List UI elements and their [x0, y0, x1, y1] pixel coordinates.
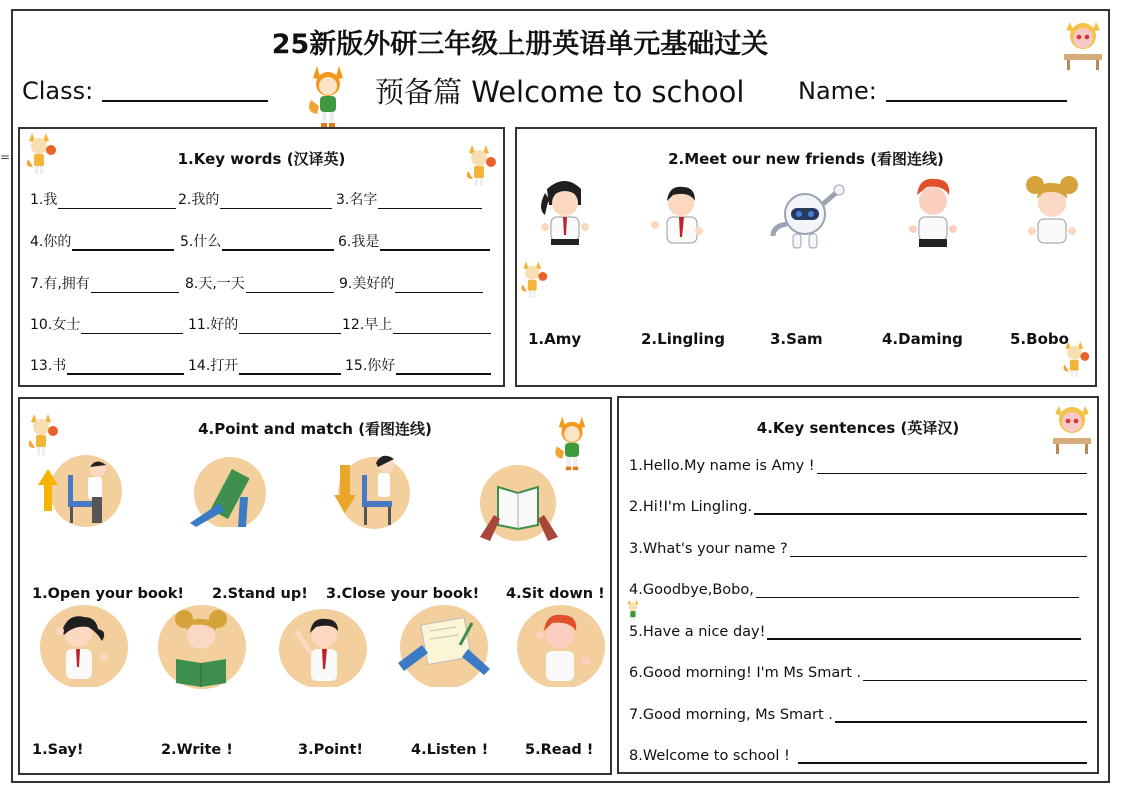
friend-name[interactable]: 5.Bobo — [1010, 330, 1069, 348]
answer-blank[interactable] — [863, 667, 1087, 681]
open-book-picture[interactable] — [476, 465, 562, 541]
answer-blank[interactable] — [790, 543, 1087, 557]
answer-blank[interactable] — [817, 460, 1087, 474]
answer-blank[interactable] — [91, 279, 179, 293]
action-label[interactable]: 1.Open your book! — [32, 586, 185, 602]
action-label[interactable]: 5.Read ! — [525, 742, 594, 758]
sentence-item — [629, 665, 1087, 681]
key-word-item — [342, 314, 491, 334]
answer-blank[interactable] — [239, 361, 341, 375]
key-word-label: 7.有,拥有 — [30, 276, 90, 292]
sentence-text: 4.Goodbye,Bobo, — [629, 582, 754, 598]
sentence-text: 7.Good morning, Ms Smart . — [629, 707, 833, 723]
key-word-item — [188, 355, 341, 375]
answer-blank[interactable] — [239, 320, 341, 334]
action-label[interactable]: 1.Say! — [32, 742, 84, 758]
sentence-item — [629, 707, 1087, 723]
sentence-text: 2.Hi!I'm Lingling. — [629, 499, 753, 515]
key-word-item — [180, 231, 334, 251]
meet-friends-heading: 2.Meet our new friends (看图连线) — [668, 150, 944, 168]
sentence-item — [629, 748, 1087, 764]
answer-blank[interactable] — [58, 195, 176, 209]
answer-blank[interactable] — [72, 237, 174, 251]
key-word-label: 3.名字 — [336, 192, 378, 208]
girl-listening-picture[interactable] — [38, 605, 130, 687]
answer-blank[interactable] — [756, 584, 1079, 598]
sentence-text: 8.Welcome to school ! — [629, 748, 790, 764]
sentence-item — [629, 499, 1087, 515]
girl-blonde-buns-picture[interactable] — [1023, 175, 1081, 251]
action-label[interactable]: 3.Close your book! — [326, 586, 480, 602]
answer-blank[interactable] — [767, 626, 1081, 640]
key-word-item — [185, 273, 334, 293]
key-word-item — [30, 231, 174, 251]
key-word-item — [30, 355, 184, 375]
close-book-picture[interactable] — [190, 457, 270, 527]
key-word-label: 5.什么 — [180, 234, 222, 250]
sentence-text: 1.Hello.My name is Amy ! — [629, 458, 815, 474]
boy-dark-hair-picture[interactable] — [649, 179, 709, 251]
key-word-label: 9.美好的 — [339, 276, 395, 292]
girl-ponytail-picture[interactable] — [537, 175, 593, 249]
sentence-item — [629, 541, 1087, 557]
key-word-item — [338, 231, 490, 251]
fox-mascot-icon — [303, 60, 353, 130]
action-label[interactable]: 3.Point! — [298, 742, 364, 758]
key-word-label: 10.女士 — [30, 317, 81, 333]
key-word-item — [178, 189, 332, 209]
point-and-match-heading: 4.Point and match (看图连线) — [198, 420, 432, 438]
action-label[interactable]: 4.Sit down ! — [506, 586, 605, 602]
class-label: Class: — [22, 77, 94, 105]
key-word-item — [30, 189, 176, 209]
key-word-label: 14.打开 — [188, 358, 239, 374]
fox-mascot-icon — [26, 409, 60, 461]
stand-up-picture[interactable] — [36, 455, 122, 527]
boy-pointing-picture[interactable] — [278, 607, 368, 687]
action-label[interactable]: 4.Listen ! — [411, 742, 489, 758]
answer-blank[interactable] — [835, 709, 1087, 723]
page-subtitle: 预备篇 Welcome to school — [375, 75, 745, 109]
key-word-item — [345, 355, 491, 375]
key-word-label: 2.我的 — [178, 192, 220, 208]
answer-blank[interactable] — [754, 501, 1087, 515]
answer-blank[interactable] — [396, 361, 491, 375]
sentence-item — [629, 582, 1079, 598]
answer-blank[interactable] — [393, 320, 491, 334]
sentence-item — [629, 624, 1081, 640]
key-word-label: 8.天,一天 — [185, 276, 245, 292]
answer-blank[interactable] — [395, 279, 483, 293]
answer-blank[interactable] — [380, 237, 490, 251]
fox-mascot-icon — [24, 131, 58, 177]
friend-name[interactable]: 4.Daming — [882, 330, 963, 348]
key-word-item — [339, 273, 483, 293]
stray-mark: = — [0, 150, 11, 164]
cat-mascot-icon — [1058, 16, 1108, 72]
key-sentences-section — [617, 396, 1099, 774]
boy-saying-picture[interactable] — [516, 605, 606, 687]
action-label[interactable]: 2.Write ! — [161, 742, 233, 758]
sentence-text: 5.Have a nice day! — [629, 624, 766, 640]
key-word-label: 1.我 — [30, 192, 58, 208]
key-word-label: 15.你好 — [345, 358, 396, 374]
friend-name[interactable]: 2.Lingling — [641, 330, 725, 348]
answer-blank[interactable] — [222, 237, 334, 251]
meet-friends-section — [515, 127, 1097, 387]
boy-red-hair-picture[interactable] — [905, 173, 961, 251]
friend-name[interactable]: 3.Sam — [770, 330, 823, 348]
point-and-match-section — [18, 397, 612, 775]
fox-mascot-icon — [625, 598, 643, 624]
sentence-item — [629, 458, 1087, 474]
answer-blank[interactable] — [81, 320, 183, 334]
key-word-item — [336, 189, 482, 209]
sentence-text: 3.What's your name ? — [629, 541, 788, 557]
answer-blank[interactable] — [798, 750, 1087, 764]
key-word-item — [30, 273, 179, 293]
answer-blank[interactable] — [378, 195, 482, 209]
key-word-label: 13.书 — [30, 358, 67, 374]
sit-down-picture[interactable] — [332, 451, 412, 531]
key-word-label: 6.我是 — [338, 234, 380, 250]
key-words-section — [18, 127, 505, 387]
name-field[interactable] — [886, 100, 1067, 102]
page-title: 25新版外研三年级上册英语单元基础过关 — [271, 29, 769, 60]
girl-reading-book-picture[interactable] — [156, 605, 248, 689]
friend-name[interactable]: 1.Amy — [528, 330, 582, 348]
key-word-item — [188, 314, 341, 334]
key-word-label: 11.好的 — [188, 317, 239, 333]
key-word-item — [30, 314, 183, 334]
fox-mascot-icon — [519, 257, 549, 303]
name-label: Name: — [798, 77, 877, 105]
sentence-text: 6.Good morning! I'm Ms Smart . — [629, 665, 862, 681]
key-words-heading: 1.Key words (汉译英) — [177, 150, 346, 168]
action-label[interactable]: 2.Stand up! — [212, 586, 308, 602]
key-sentences-heading: 4.Key sentences (英译汉) — [756, 419, 960, 437]
answer-blank[interactable] — [246, 279, 334, 293]
key-word-label: 4.你的 — [30, 234, 72, 250]
robot-picture[interactable] — [767, 184, 851, 254]
key-word-label: 12.早上 — [342, 317, 393, 333]
hand-writing-picture[interactable] — [398, 605, 490, 687]
class-field[interactable] — [102, 100, 268, 102]
answer-blank[interactable] — [67, 361, 184, 375]
answer-blank[interactable] — [220, 195, 332, 209]
fox-mascot-icon — [464, 143, 498, 189]
cat-mascot-icon — [1047, 400, 1097, 456]
